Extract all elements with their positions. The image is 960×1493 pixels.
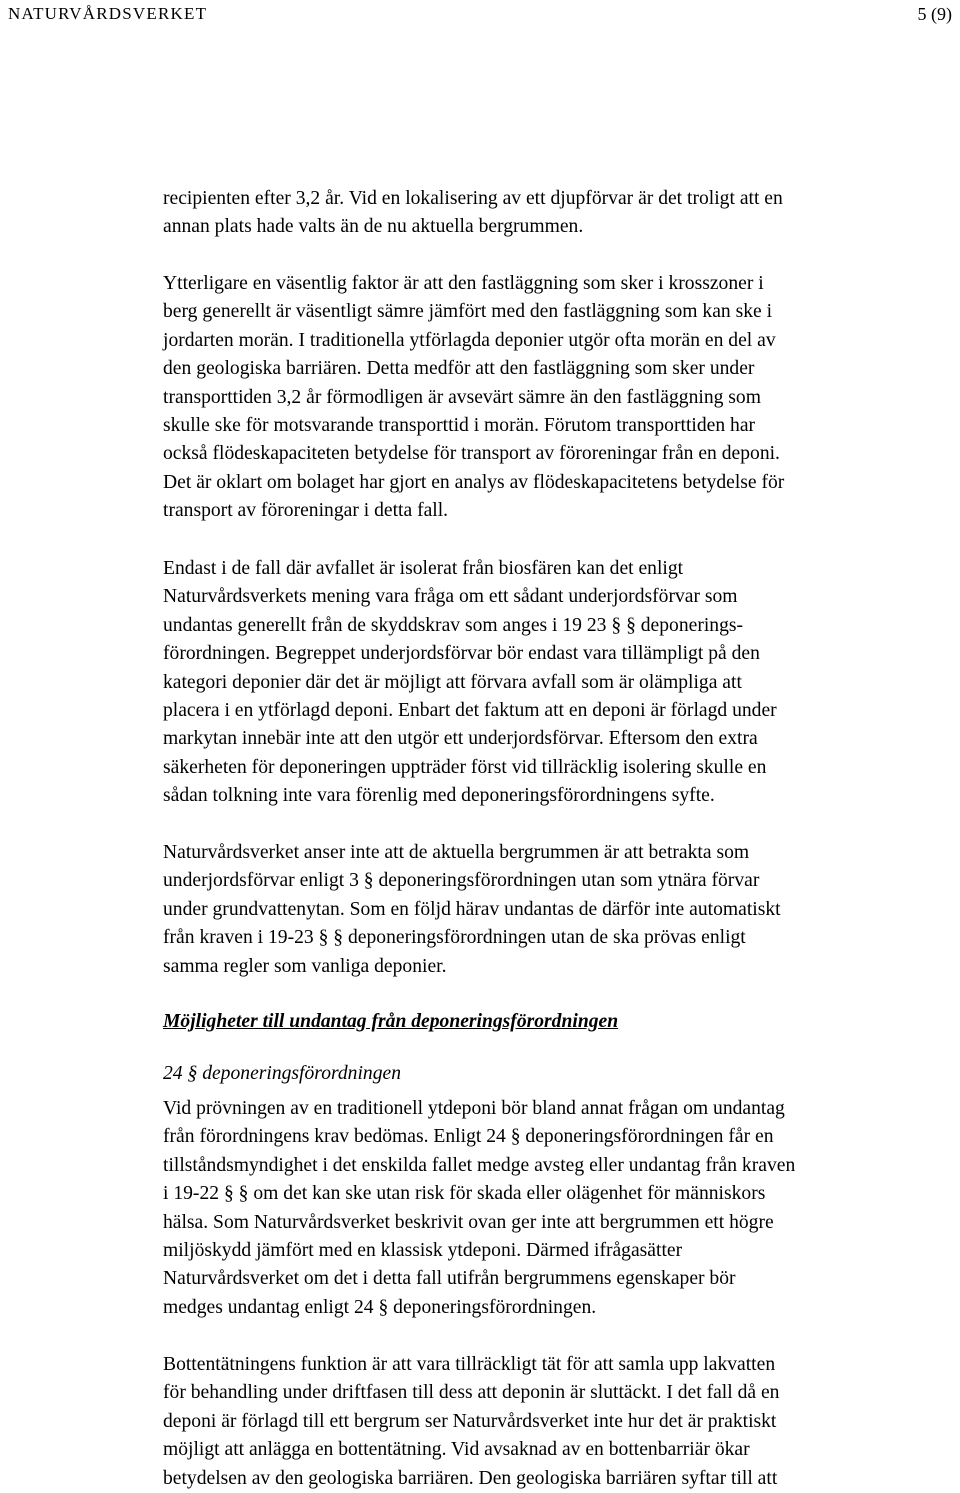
text-line: jordarten morän. I traditionella ytförlagda deponier utgör ofta morän en del av — [163, 329, 776, 351]
section-subheading: 24 § deponeringsförordningen — [163, 1063, 402, 1084]
text-line: recipienten efter 3,2 år. Vid en lokalisering av ett djupförvar är det troligt att en — [163, 188, 783, 209]
text-line: sådan tolkning inte vara förenlig med deponeringsförordningens syfte. — [163, 785, 715, 807]
text-line: förordningen. Begreppet underjordsförvar bör endast vara tillämpligt på den — [163, 643, 760, 665]
text-line: skulle ske för motsvarande transporttid i morän. Förutom transporttiden har — [163, 415, 756, 437]
section-heading: Möjligheter till undantag från deponeringsförordningen — [163, 1011, 619, 1032]
text-line: kategori deponier där det är möjligt att förvara avfall som är olämpliga att — [163, 671, 742, 693]
text-line: för behandling under driftfasen till dess att deponin är sluttäckt. I det fall då en — [163, 1382, 780, 1404]
text-line: markytan innebär inte att den utgör ett underjordsförvar. Eftersom den extra — [163, 728, 758, 750]
text-line: medges undantag enligt 24 § deponeringsförordningen. — [163, 1296, 597, 1318]
text-line: möjligt att anlägga en bottentätning. Vid avsaknad av en bottenbarriär ökar — [163, 1439, 750, 1461]
text-line: säkerheten för deponeringen uppträder först vid tillräcklig isolering skulle en — [163, 756, 767, 778]
text-line: Endast i de fall där avfallet är isolerat från biosfären kan det enligt — [163, 558, 684, 579]
paragraph-3 — [163, 555, 777, 811]
agency-name: NATURVÅRDSVERKET — [8, 4, 208, 23]
text-line: under grundvattenytan. Som en följd härav undantas de därför inte automatiskt — [163, 898, 781, 920]
paragraph-1 — [163, 185, 783, 242]
text-line: hälsa. Som Naturvårdsverket beskrivit ovan ger inte att bergrummen ett högre — [163, 1211, 774, 1233]
page-number: 5 (9) — [917, 4, 952, 24]
paragraph-5 — [163, 1095, 795, 1322]
text-line: deponi är förlagd till ett bergrum ser Naturvårdsverket inte hur det är praktiskt — [163, 1410, 777, 1432]
paragraph-2 — [163, 270, 784, 526]
paragraph-6 — [163, 1351, 779, 1493]
text-line: Naturvårdsverket om det i detta fall utifrån bergrummens egenskaper bör — [163, 1268, 736, 1290]
text-line: transporttiden 3,2 år förmodligen är avsevärt sämre än den fastläggning som — [163, 386, 761, 408]
text-line: den geologiska barriären. Detta medför att den fastläggning som sker under — [163, 358, 755, 380]
page-header — [8, 4, 952, 26]
text-line: Vid prövningen av en traditionell ytdeponi bör bland annat frågan om undantag — [163, 1098, 785, 1119]
text-line: samma regler som vanliga deponier. — [163, 955, 447, 977]
text-line: miljöskydd jämfört med en klassisk ytdeponi. Därmed ifrågasätter — [163, 1240, 683, 1262]
text-line: från förordningens krav bedömas. Enligt 24 § deponeringsförordningen får en — [163, 1126, 774, 1148]
text-line: Det är oklart om bolaget har gjort en analys av flödeskapacitetens betydelse för — [163, 471, 785, 493]
text-line: undantas generellt från de skyddskrav som anges i 19 23 § § deponerings- — [163, 614, 744, 636]
text-line: berg generellt är väsentligt sämre jämfört med den fastläggning som kan ske i — [163, 301, 773, 323]
text-line: också flödeskapaciteten betydelse för transport av föroreningar från en deponi. — [163, 443, 780, 465]
text-line: Naturvårdsverket anser inte att de aktuella bergrummen är att betrakta som — [163, 842, 750, 863]
paragraph-4 — [163, 839, 781, 981]
text-line: annan plats hade valts än de nu aktuella bergrummen. — [163, 216, 584, 238]
text-line: Bottentätningens funktion är att vara tillräckligt tät för att samla upp lakvatten — [163, 1354, 776, 1375]
text-line: Naturvårdsverkets mening vara fråga om ett sådant underjordsförvar som — [163, 586, 738, 608]
text-line: betydelsen av den geologiska barriären. Den geologiska barriären syftar till att — [163, 1467, 778, 1489]
text-line: från kraven i 19-23 § § deponeringsförordningen utan de ska prövas enligt — [163, 927, 746, 949]
text-line: underjordsförvar enligt 3 § deponeringsförordningen utan som ytnära förvar — [163, 870, 760, 892]
text-line: placera i en ytförlagd deponi. Enbart det faktum att en deponi är förlagd under — [163, 700, 777, 722]
text-line: tillståndsmyndighet i det enskilda fallet medge avsteg eller undantag från kraven — [163, 1154, 796, 1176]
text-line: transport av föroreningar i detta fall. — [163, 500, 449, 522]
text-line: i 19-22 § § om det kan ske utan risk för skada eller olägenhet för människors — [163, 1183, 766, 1205]
text-line: Ytterligare en väsentlig faktor är att den fastläggning som sker i krosszoner i — [163, 273, 764, 294]
